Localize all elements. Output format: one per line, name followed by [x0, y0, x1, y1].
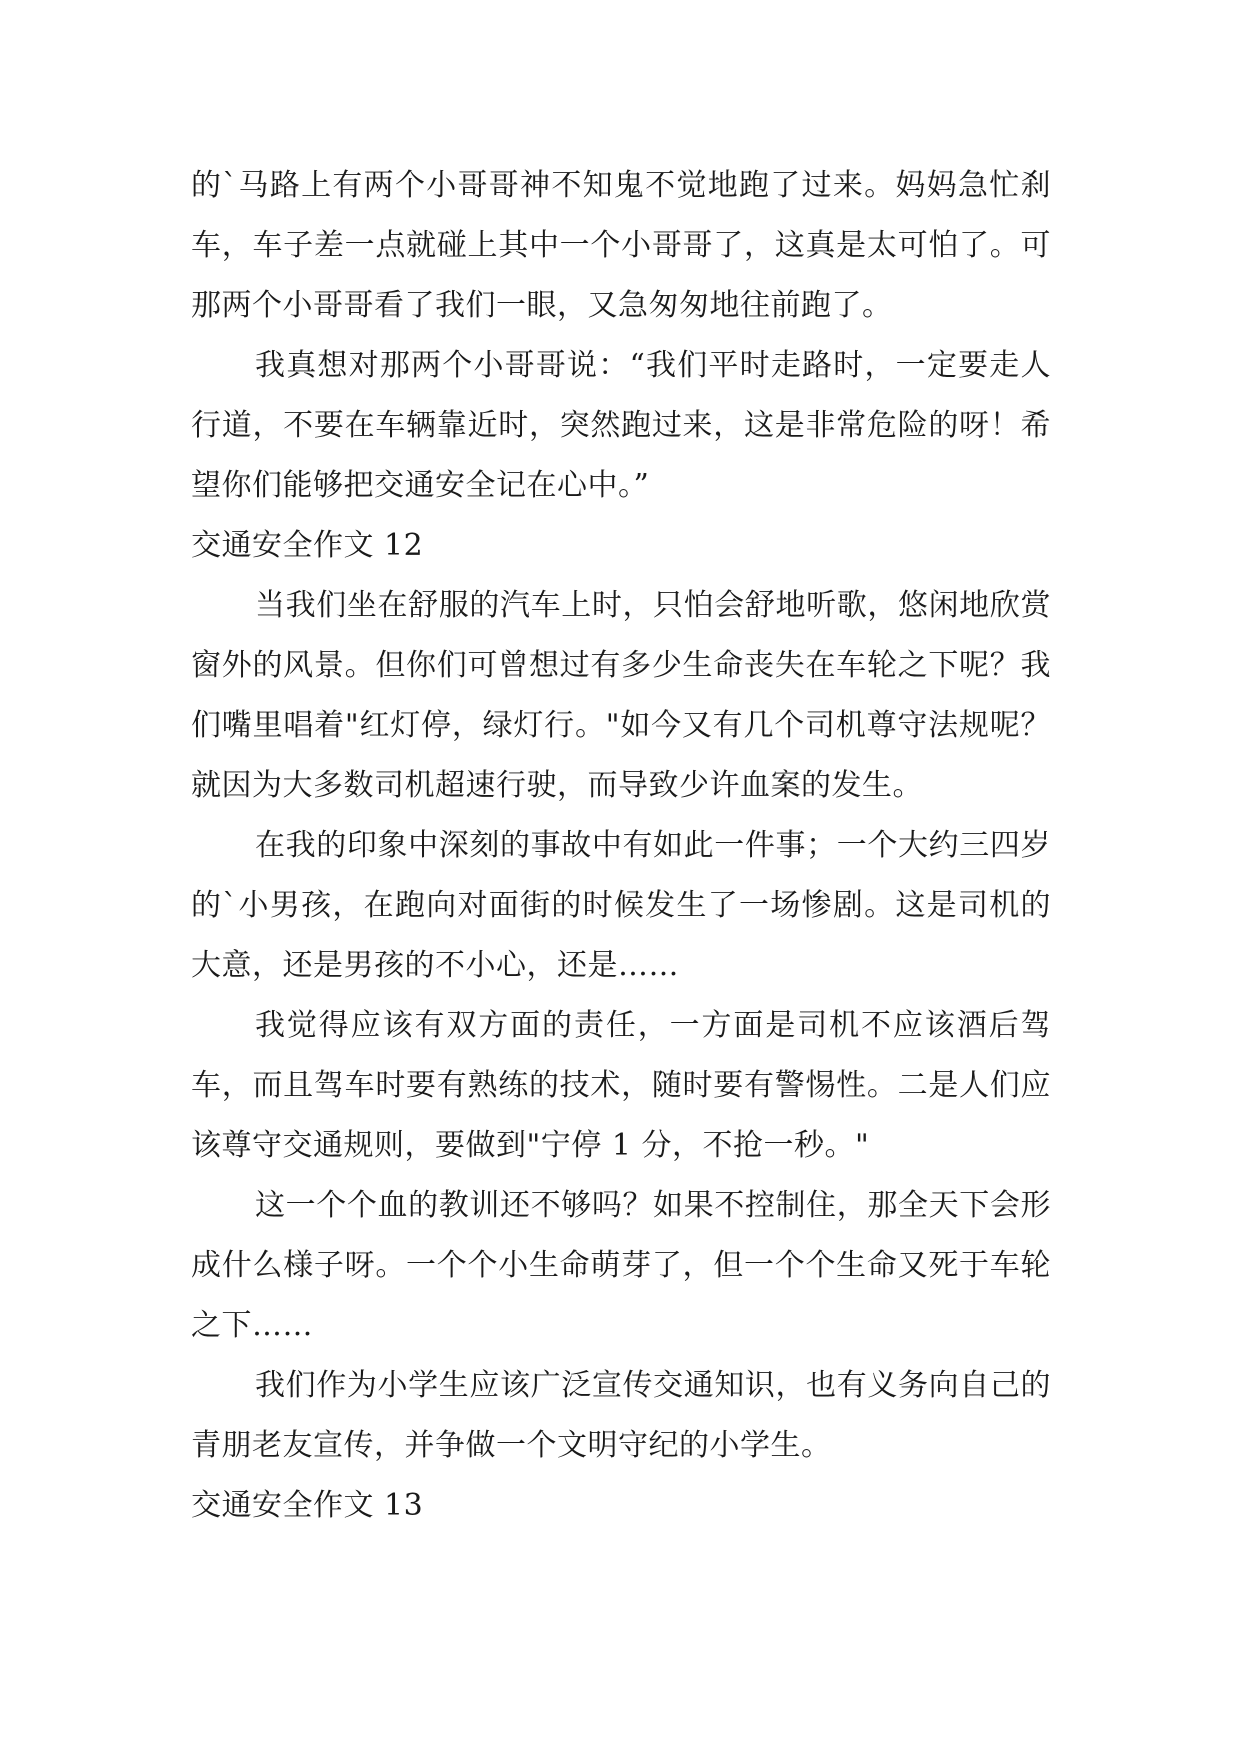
document-body [191, 156, 1051, 1536]
paragraph: 的`马路上有两个小哥哥神不知鬼不觉地跑了过来。妈妈急忙刹车，车子差一点就碰上其中一个小哥哥了，这真是太可怕了。可那两个小哥哥看了我们一眼，又急匆匆地往前跑了。 [191, 168, 1051, 323]
paragraph: 我真想对那两个小哥哥说：“我们平时走路时，一定要走人行道，不要在车辆靠近时，突然跑过来，这是非常危险的呀！希望你们能够把交通安全记在心中。” [191, 348, 1051, 503]
paragraph: 我觉得应该有双方面的责任，一方面是司机不应该酒后驾车，而且驾车时要有熟练的技术，随时要有警惕性。二是人们应该尊守交通规则，要做到"宁停 1 分，不抢一秒。" [191, 1008, 1051, 1163]
paragraph: 在我的印象中深刻的事故中有如此一件事；一个大约三四岁的`小男孩，在跑向对面街的时候发生了一场惨剧。这是司机的大意，还是男孩的不小心，还是…… [191, 828, 1051, 983]
section-heading: 交通安全作文 12 [191, 528, 424, 563]
paragraph: 这一个个血的教训还不够吗？如果不控制住，那全天下会形成什么様子呀。一个个小生命萌芽了，但一个个生命又死于车轮之下…… [191, 1188, 1051, 1343]
paragraph: 我们作为小学生应该广泛宣传交通知识，也有义务向自己的青朋老友宣传，并争做一个文明守纪的小学生。 [191, 1368, 1051, 1463]
section-heading: 交通安全作文 13 [191, 1488, 424, 1523]
paragraph: 当我们坐在舒服的汽车上时，只怕会舒地听歌，悠闲地欣赏窗外的风景。但你们可曾想过有多少生命丧失在车轮之下呢？我们嘴里唱着"红灯停，绿灯行。"如今又有几个司机尊守法规呢？就因为大多数司机超速行驶，而导致少许血案的发生。 [191, 588, 1051, 803]
